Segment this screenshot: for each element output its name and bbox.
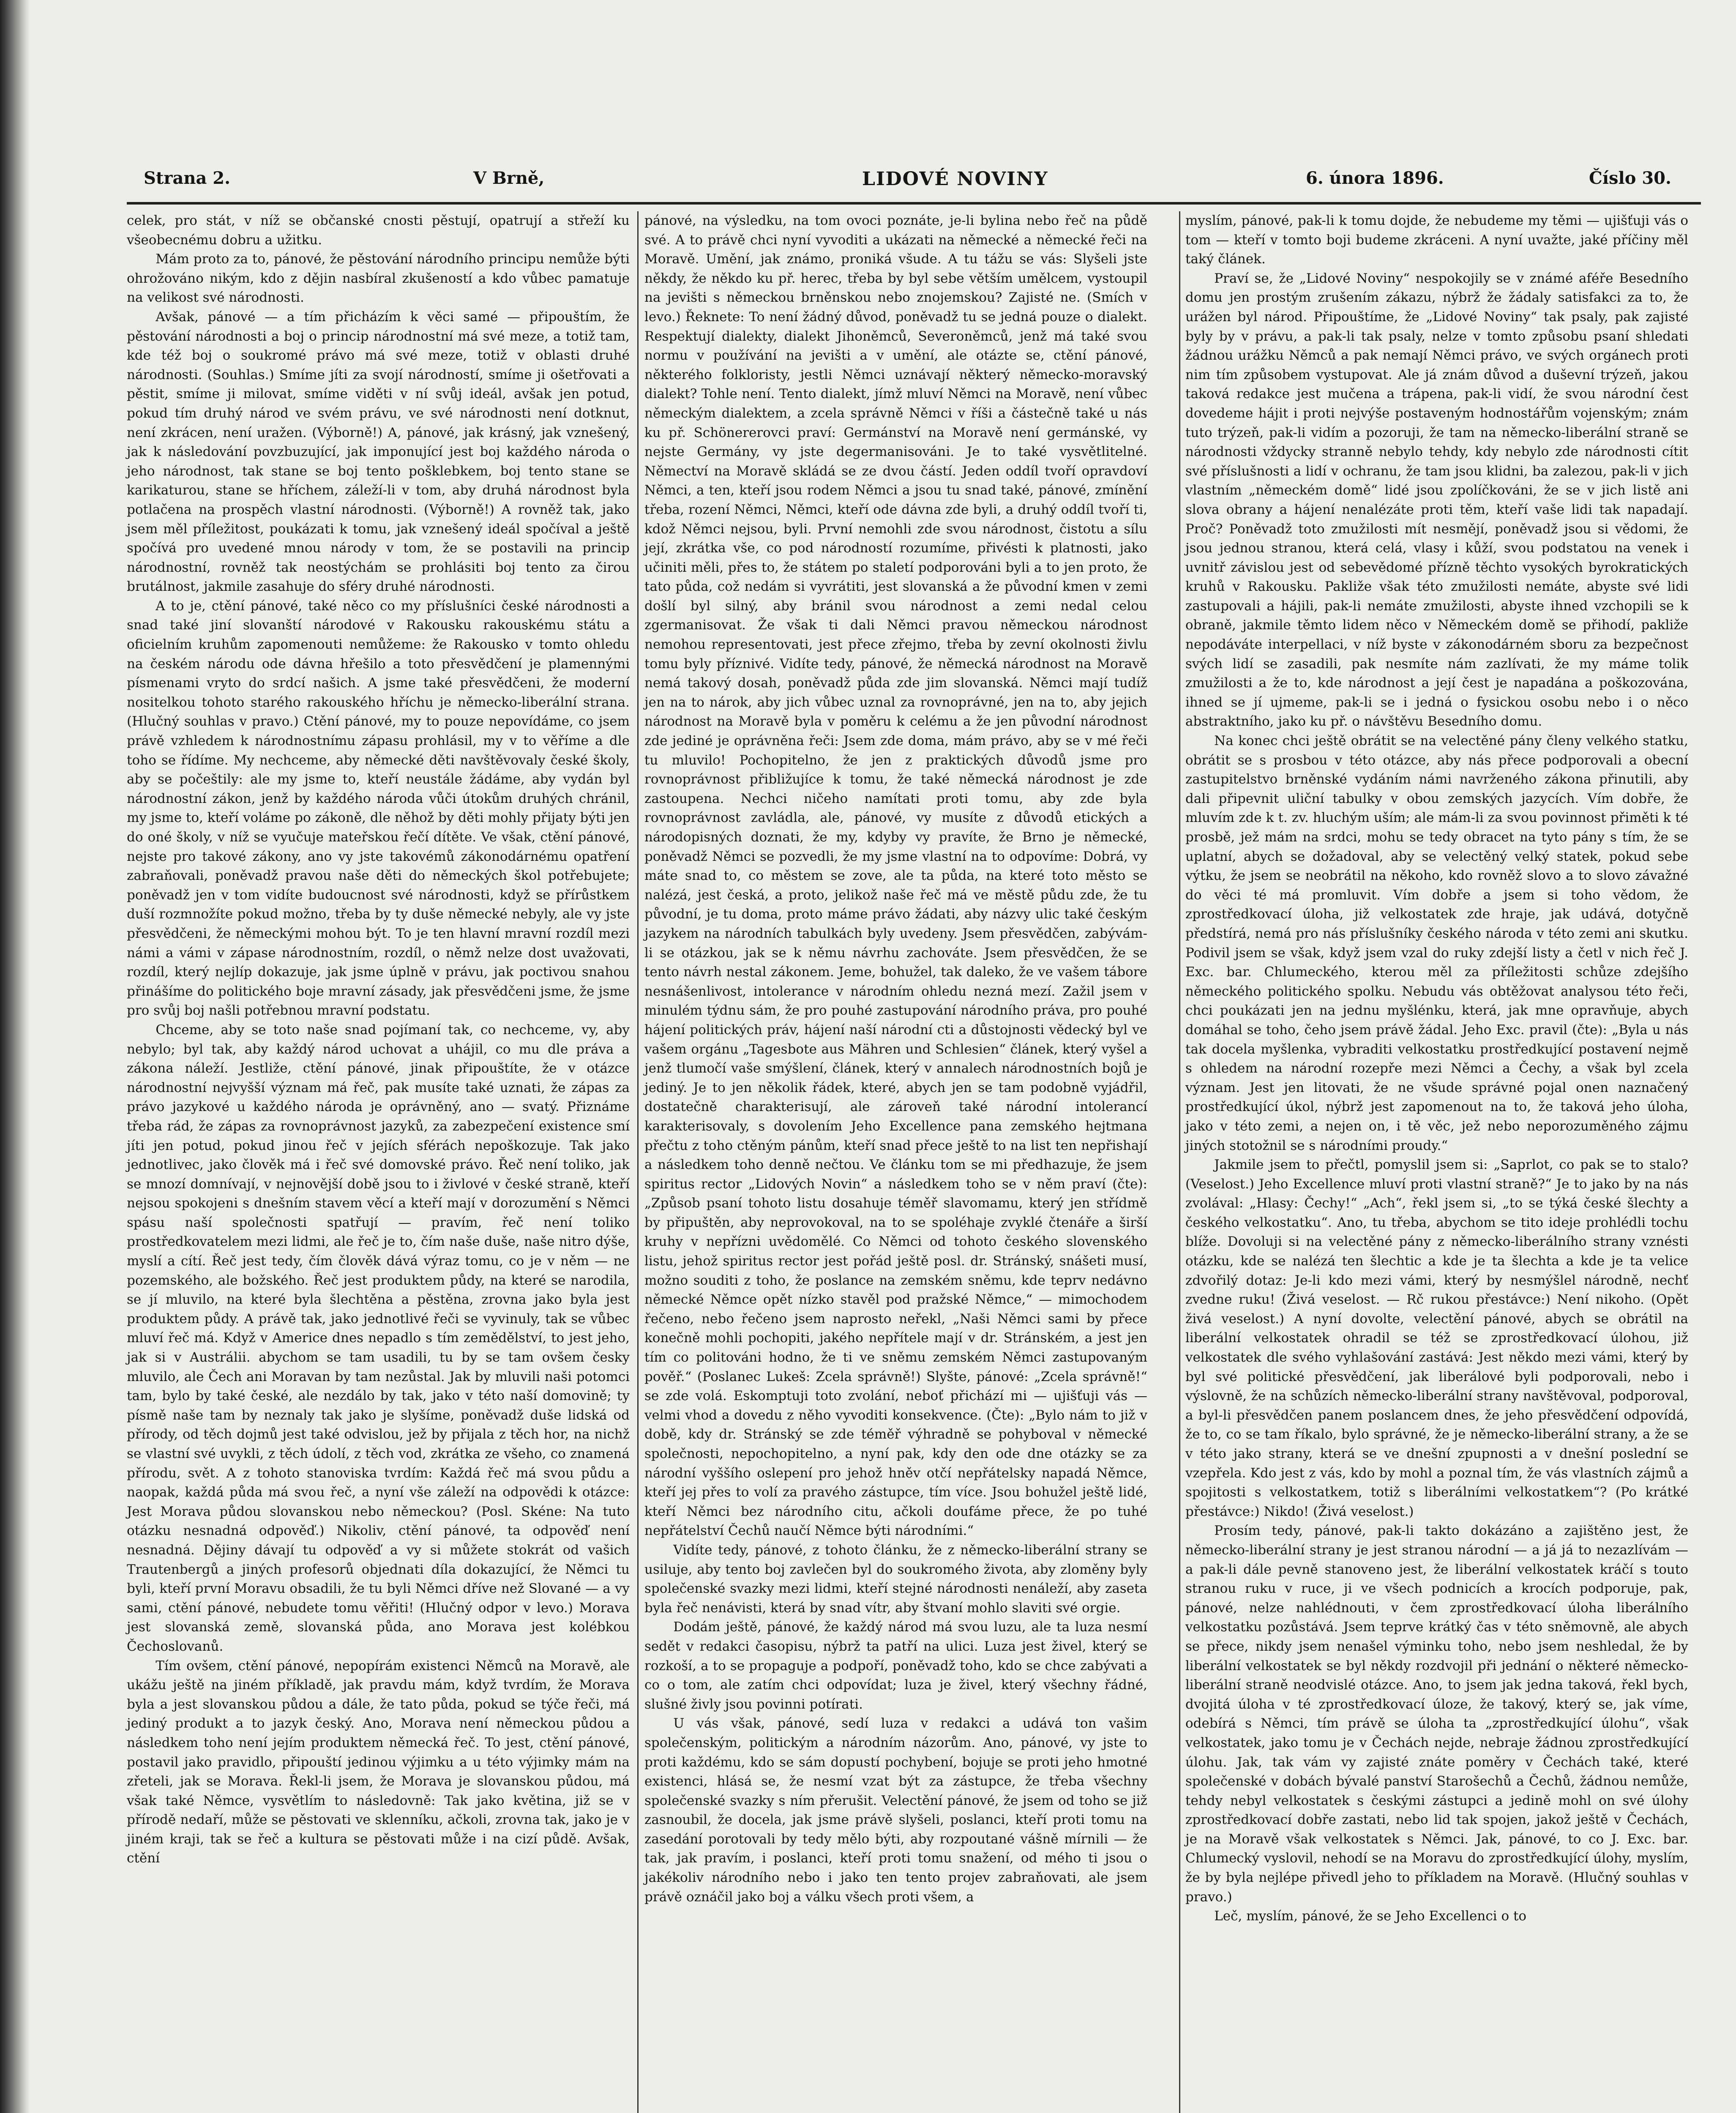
scan-border [0, 0, 30, 2113]
issue-date: 6. února 1896. [1306, 168, 1444, 188]
paragraph: pánové, na výsledku, na tom ovoci poznáte, je-li bylina nebo řeč na půdě své. A to právě chci nyní vyvoditi a ukázati na německé a německé řeči na Moravě. Umění, jak známo, proniká všude. A tu tážu se vás: Slyšeli jste někdy, že někdo ku př. herec, třeba by byl sebe větším umělcem, vystoupil na jevišti s německou brněnskou nebo znojemskou? Zajisté ne. (Smích v levo.) Řeknete: To není žádný důvod, poněvadž tu se jedná pouze o dialekt. Respektují dialekty, dialekt Jihoněmců, Severoněmců, jenž má také svou normu v používání na jevišti a v umění, ale otázte se, ctění pánové, některého folkloristy, jestli Němci uznávají některý německo-moravský dialekt? Tohle není. Tento dialekt, jímž mluví Němci na Moravě, není vůbec německým dialektem, a zcela správně Němci v říši a částečně také u nás ku př. Schönererovci praví: Germánství na Moravě není germánské, vy nejste Germány, vy jste degermanisováni. Je to také vysvětlitelné. Němectví na Moravě skládá se ze dvou částí. Jeden oddíl tvoří opravdoví Němci, a ten, kteří jsou rodem Němci a jsou tu snad také, pánové, zmínění třeba, rození Němci, Němci, kteří ode dávna zde byli, a druhý oddíl tvoří ti, kdož Němci nejsou, byli. První nemohli zde svou národnost, čistotu a sílu její, zkrátka vše, co pod národností rozumíme, přivésti k platnosti, jako učiniti měli, přes to, že státem po staletí podporováni byli a to jen proto, že tato půda, což nedám si vyvrátiti, jest slovanská a že původní kmen v zemi došlí byl silný, aby bránil svou národnost a zemi nedal celou zgermanisovat. Že však ti dali Němci pravou německou národnost nemohou representovati, jest přece zřejmo, třeba by zevní okolnosti živlu tomu byly příznivé. Vidíte tedy, pánové, že německá národnost na Moravě nemá takový dosah, poněvadž půda zde jim slovanská. Němci mají tudíž jen na to nárok, aby jich vůbec uznal za rovnoprávné, jen na to, aby jejich národnost na Moravě byla v poměru k celému a že jen původní národnost zde jediné je oprávněna řeči: Jsem zde doma, mám právo, aby se v mé řeči tu mluvilo! Pochopitelno, že jen z praktických důvodů jsme pro rovnoprávnost přibližujíce k tomu, že také německá národnost je zde zastoupena. Nechci ničeho namítati proti tomu, aby zde byla rovnoprávnost zavládla, ale, pánové, vy musíte z důvodů etických a národopisných doznati, že my, kdyby vy pravíte, že Brno je německé, poněvadž Němci se pozvedli, že my jsme vlastní na to odpovíme: Dobrá, vy máte snad to, co městem se zove, ale ta půda, na které toto město se nalézá, jest česká, a proto, jelikož naše řeč má ve městě půdu zde, že tu původní, je tu doma, proto máme právo žádati, aby názvy ulic také českým jazykem na národních tabulkách byly uvedeny. Jsem přesvědčen, zabývám-li se otázkou, jak se k němu návrhu zachováte. Jsem přesvědčen, že se tento návrh nestal zákonem. Jeme, bohužel, tak daleko, že ve vašem tábore nesnášenlivost, intolerance v národním ohledu nezná mezí. Zažil jsem v minulém týdnu sám, že pro pouhé zastupování národního práva, pro pouhé hájení politických práv, hájení naší národní cti a důstojnosti vědecký byl ve vašem orgánu „Tagesbote aus Mähren und Schlesien“ článek, který vyšel a jenž tlumočí vaše smýšlení, článek, který v annalech národnostních bojů je jediný. Je to jen několik řádek, které, abych jen se tam podobně vyjádřil, dostatečně charakterisují, ale zároveň také národní intolerancí karakterisovaly, s dovolením Jeho Excellence pana zemského hejtmana přečtu z toho ctěným pánům, kteří snad přece ještě to na list ten nepřishají a následkem toho denně nečtou. Ve článku tom se mi předhazuje, že jsem spiritus rector „Lidových Novin“ a následkem toho se v něm praví (čte): „Způsob psaní tohoto listu dosahuje téměř slavomamu, který jen střídmě by připuštěn, aby neprovokoval, na to se spoléhaje zvyklé čtenáře a širší kruhy v nepřízni uvědomělé. Co Němci od tohoto českého slovenského listu, jehož spiritus rector jest pořád ještě posl. dr. Stránský, snášeti musí, možno souditi z toho, že poslance na zemském sněmu, kde teprv nedávno německé Němce opět nízko stavěl pod pražské Němce,“ — mimochodem řečeno, nebo řečeno jsem naprosto neřekl, „Naši Němci sami by přece konečně mohli pochopiti, jakého nepřítele mají v dr. Stránském, a jest jen tím co politováni hodno, že ti ve sněmu zemském Němci zastupovaným pověř.“ (Poslanec Lukeš: Zcela správně!) Slyšte, pánové: „Zcela správně!“ se zde volá. Eskomptuji toto zvolání, neboť přichází mi — ujišťuji vás — velmi vhod a dovedu z něho vyvoditi konsekvence. (Čte): „Bylo nám to již v době, kdy dr. Stránský se zde téměř výhradně se pohyboval v německé společnosti, nepochopitelno, a nyní pak, kdy den ode dne otázky se za národní vyššího oslepení pro jehož hněv otčí nepřátelsky napadá Němce, kteří jej přes to volí za pravého zástupce, tím více. Jsou bohužel ještě lidé, kteří Němci bez národního citu, ačkoli doufáme přece, že po tuhé nepřátelství Čechů naučí Němce býti národními.“ [644, 213, 1147, 1539]
paragraph: Avšak, pánové — a tím přicházím k věci samé — připouštím, že pěstování národnosti a boj o princip národnostní má své meze, a totiž tam, kde též boj o soukromé právo má své meze, totiž v oblasti druhé národnosti. (Souhlas.) Smíme jíti za svojí národností, smíme ji ošetřovati a pěstit, smíme ji milovat, smíme viděti v ní svůj ideál, avšak jen potud, pokud tím druhý národ ve svém právu, ve své národnosti není dotknut, není zkrácen, není uražen. (Výborně!) A, pánové, jak krásný, jak vznešený, jak k následování povzbuzující, jak imponující jest boj každého národa o jeho národnost, tak stane se boj tento pošklebkem, boj tento stane se karikaturou, stane se hříchem, záleží-li v tom, aby druhá národnost byla potlačena na prospěch vlastní národnosti. (Výborně!) A rovněž tak, jako jsem měl příležitost, poukázati k tomu, jak vznešený ideál spočíval a ještě spočívá pro uvedené mnou národy v tom, že se postavili na princip národnostní, rovněž tak neostýchám se prohlásiti boj tento za čirou brutálnost, jakmile zasahuje do sféry druhé národnosti. [127, 309, 630, 595]
paragraph: Leč, myslím, pánové, že se Jeho Excellenci o to [1214, 1908, 1527, 1924]
paragraph: Dodám ještě, pánové, že každý národ má svou luzu, ale ta luza nesmí sedět v redakci časopisu, nýbrž ta patří na ulici. Luza jest živel, který se rozkoší, a to se propaguje a podpoří, poněvadž toho, kdo se chce zabývati a co o tom, ale zatím chci odpovídat; luza je živel, který všechny řádné, slušné živly jsou povinni potírati. [644, 1619, 1147, 1712]
place-name: V Brně, [473, 168, 545, 188]
page-number: Strana 2. [144, 168, 231, 188]
paragraph: Praví se, že „Lidové Noviny“ nespokojily se v známé aféře Besedního domu jen prostým zrušením zákazu, nýbrž že žádaly satisfakci za to, že urážen byl národ. Připouštíme, že „Lidové Noviny“ tak psaly, pak zajisté byly by v právu, a pak-li tak psaly, nelze v tomto způsobu psaní shledati žádnou urážku Němců a pak nemají Němci právo, ve svých orgánech proti nim tím způsobem vystupovat. Ale já znám důvod a duševní trýzeň, jakou taková redakce jest mučena a trápena, pak-li vidí, že svou národní čest dovedeme hájit i proti nejvýše postaveným hodnostářům vojenským; znám tuto trýzeň, pak-li vidím a pozoruji, že tam na německo-liberální straně se národnosti vždycky stranně nebylo tehdy, kdy nebylo zde národnosti cítit své příslušnosti a lidí v ochranu, že tam jsou klidni, ba zalezou, pak-li v jich vlastním „německém domě“ lidé jsou zpolíčkováni, že se v jich listě ani slova obrany a hájení nenalézáte proti těm, kteří vaše lidi tak napadají. Proč? Poněvadž toto zmužilosti mít nesmějí, poněvadž jsou si vědomi, že jsou jednou stranou, která celá, vlasy i kůží, svou podstatou na venek i uvnitř závislou jest od sebevědomé přízně těchto vysokých byrokratických kruhů v Rakousku. Pakliže však této zmužilosti nemáte, abyste své lidi zastupovali a hájili, pak-li nemáte zmužilosti, abyste ihned vzchopili se k obraně, jakmile těmto lidem něco v Německém domě se přihodí, pakliže nepodáváte interpellaci, v níž byste v zákonodárném sboru za bezpečnost svých lidí se zasadili, pak nesmíte nám zazlívati, že my máme tolik zmužilosti a že to, kde národnost a její čest je napadána a poškozována, ihned se jí ujmeme, pak-li se i jedná o fysickou osobu nebo i o něco abstraktního, jako ku př. o návštěvu Besedního domu. [1185, 270, 1688, 729]
paragraph: Prosím tedy, pánové, pak-li takto dokázáno a zajištěno jest, že německo-liberální strany je jest stranou národní — a já já to nezazlívám — a pak-li dále pevně stanoveno jest, že liberální velkostatek kráčí s touto stranou ruku v ruce, ji ve všech podnicích a krocích podporuje, pak, pánové, nelze nahlédnouti, v čem zprostředkovací úloha liberálního velkostatku pozůstává. Jsem teprve krátký čas v této sněmovně, ale abych se přece, nikdy jsem nenašel výminku toho, nebo jsem neshledal, že by liberální velkostatek se byl někdy rozdvojil při jednání o některé německo-liberální straně neodvislé otázce. Ano, to jsem jak jedna taková, řekl bych, dvojitá úloha v té zprostředkovací úloze, že takový, který se, jak víme, odebírá s Němci, tím právě se úloha ta „zprostředkující úlohu“, však velkostatek, jako tomu je v Čechách nejde, nebraje žádnou zprostředkující úlohu. Jak, tak vám vy zajisté znáte poměry v Čechách také, které společenské v dobách bývalé panství Starošechů a Čechů, žádnou nemůže, tehdy nebyl velkostatek s českými zástupci a jedině mohl on své úlohy zprostředkovací dobře zastati, nebo lid tak spojen, jakož ještě v Čechách, je na Moravě však velkostatek s Němci. Jak, pánové, to co J. Exc. bar. Chlumecký vyslovil, nehodí se na Moravu do zprostředkující úlohy, myslím, že by byla nejlépe přivedl jeho to příkladem na Moravě. (Hlučný souhlas v pravo.) [1185, 1523, 1688, 1905]
paragraph: Chceme, aby se toto naše snad pojímaní tak, co nechceme, vy, aby nebylo; byl tak, aby každý národ uchovat a uhájil, co mu dle práva a zákona náleží. Jestliže, ctění pánové, jinak připouštíte, že v otázce národnostní nejvyšší význam má řeč, pak musíte také uznati, že zápas za právo jazykové u každého národa je oprávněný, ano — svatý. Přiznáme třeba rád, že zápas za rovnoprávnost jazyků, za zabezpečení existence smí jíti jen potud, pokud jinou řeč v jejích sférách nepoškozuje. Tak jako jednotlivec, jako člověk má i řeč své domovské právo. Řeč není toliko, jak se mnozí domnívají, v nejnovější době jsou to i živlové v české straně, kteří nejsou spokojeni s dnešním stavem věcí a kteří mají v dorozumění s Němci spásu naší společnosti spatřují — pravím, řeč není toliko prostředkovatelem mezi lidmi, ale řeč je to, čím naše duše, naše nitro dýše, myslí a cítí. Řeč jest tedy, čím člověk dává výraz tomu, co je v něm — ne pozemského, ale božského. Řeč jest produktem půdy, na které se narodila, se jí mluvilo, na které byla šlechtěna a pěstěna, zrovna jako byla jest produktem půdy. A právě tak, jako jednotlivé řeči se vyvinuly, tak se vůbec mluví řeč má. Když v Americe dnes nepadlo s tím zemědělství, to jest jeho, jak si v Austrálii. abychom se tam usadili, tu by se tam ovšem česky mluvilo, ale Čech ani Moravan by tam nezůstal. Jak by mluvili naši potomci tam, bylo by také české, ale nezdálo by tak, jako v této naší domovině; ty písmě naše tam by neznaly tak jako je slyšíme, poněvadž duše lidská od přírody, od těch dojmů jest také odvislou, jež by přijala z těch hor, na nichž se vlastní své uvykli, z těch údolí, z těch vod, zkrátka ze všeho, co znamená přírodu, svět. A z tohoto stanoviska tvrdím: Každá řeč má svou půdu a naopak, každá půda má svou řeč, a nyní vše záleží na odpovědi k otázce: Jest Morava půdou slovanskou nebo německou? (Posl. Skéne: Na tuto otázku nesnadná odpověď.) Nikoliv, ctění pánové, ta odpověď není nesnadná. Dějiny dávají tu odpověď a vy si můžete stokrát od vašich Trautenbergů a jiných profesorů objednati díla dokazující, že Němci tu byli, kteří první Moravu obsadili, že tu byli Němci dříve než Slované — a vy sami, ctění pánové, nebudete tomu věřiti! (Hlučný odpor v levo.) Morava jest slovanská země, slovanská půda, ano Morava jest kolébkou Čechoslovanů. [127, 1022, 630, 1654]
text-column-1 [127, 211, 630, 2113]
paragraph: Na konec chci ještě obrátit se na velectěné pány členy velkého statku, obrátit se s prosbou v této otázce, aby nás přece podporovali a obecní zastupitelstvo brněnské vydáním námi navrženého zákona přinutili, aby dali připevnit uliční tabulky v obou zemských jazycích. Vím dobře, že mluvím zde k t. zv. hluchým uším; ale mám-li za svou povinnost přiměti k té prosbě, jež mám na srdci, mohu se tedy obracet na tyto pány s tím, že se uplatní, abych se dožadoval, aby se velectěný velký statek, pokud sebe výtku, že jsem se neobrátil na někoho, kdo rovněž slovo a to slovo závažné do věci té má promluvit. Vím dobře a jsem si toho vědom, že zprostředkovací úloha, již velkostatek zde hraje, jak udává, dotyčně předstírá, nemá pro nás příslušníky českého národa v této zemi ani skutku. Podivil jsem se však, když jsem vzal do ruky zdejší listy a četl v nich řeč J. Exc. bar. Chlumeckého, kterou měl za příležitosti schůze zdejšího německého politického spolku. Nebudu vás obtěžovat analysou této řeči, chci poukázati jen na jednu myšlénku, která, jak mne opravňuje, abych domáhal se toho, čeho jsem právě žádal. Jeho Exc. pravil (čte): „Byla u nás tak docela myšlenka, vybraditi velkostatku prostředkující postavení nejmě s ohledem na národní rozepře mezi Němci a Čechy, a však byl zcela význam. Jest jen litovati, že ne všude správné pojal onen naznačený prostředkující úkol, nýbrž jest zapomenout na to, že taková jeho úloha, jako v této zemi, a nejen on, i tě věc, jež nebo neporozuměného zájmu jiných stotožnil se s národními proudy.“ [1185, 733, 1688, 1153]
page-header [127, 168, 1690, 198]
paragraph: myslím, pánové, pak-li k tomu dojde, že nebudeme my těmi — ujišťuji vás o tom — kteří v tomto boji budeme zkráceni. A nyní uvažte, jaké příčiny měl taký článek. [1185, 213, 1688, 267]
paragraph: Vidíte tedy, pánové, z tohoto článku, že z německo-liberální strany se usiluje, aby tento boj zavlečen byl do soukromého života, aby zloměny byly společenské svazky mezi lidmi, kteří stejné národnosti nenáleží, aby zaseta byla řeč nenávisti, která by snad vítr, aby štvaní mohlo slaviti své orgie. [644, 1542, 1147, 1616]
issue-number: Číslo 30. [1589, 168, 1671, 188]
column-divider-2 [1179, 211, 1180, 2113]
header-rule [127, 202, 1701, 205]
paragraph: Tím ovšem, ctění pánové, nepopírám existenci Němců na Moravě, ale ukážu ještě na jiném příkladě, jak pravdu mám, když tvrdím, že Morava byla a jest slovanskou půdou a dále, že tato půda, pokud se týče řeči, má jediný produkt a to jazyk český. Ano, Morava není německou půdou a následkem toho není jejím produktem německá řeč. To jest, ctění pánové, postavil jako pravidlo, připouští jedinou výjimku a u této výjimky mám na zřeteli, jak se Morava. Řekl-li jsem, že Morava je slovanskou půdou, má však také Němce, vysvětlím to následovně: Tak jako květina, již se v přírodě nedaří, může se pěstovati ve sklenníku, ačkoli, zrovna tak, jako je v jiném kraji, tak se řeč a kultura se pěstovati může i na cizí půdě. Avšak, ctění [127, 1658, 630, 1866]
newspaper-title: LIDOVÉ NOVINY [862, 168, 1048, 190]
text-column-2 [644, 211, 1147, 2113]
paragraph: Jakmile jsem to přečtl, pomyslil jsem si: „Saprlot, co pak se to stalo? (Veselost.) Jeho Excellence mluví proti vlastní straně?“ Je to jako by na nás zvolával: „Hlasy: Čechy!“ „Ach“, řekl jsem si, „to se týká české šlechty a českého velkostatku“. Ano, tu třeba, abychom se tito ideje prohlédli tochu blíže. Dovoluji si na velectěné pány z německo-liberálního strany vznésti otázku, kde se nalézá ten šlechtic a kde je ta šlechta a kde je ta velice zdvořilý dotaz: Je-li kdo mezi vámi, který by nesmýšlel národně, nechť zvedne ruku! (Živá veselost. — Rč rukou přestávce:) Není nikoho. (Opět živá veselost.) A nyní dovolte, velectění pánové, abych se obrátil na liberální velkostatek ohradil se též se zprostředkovací úlohou, již velkostatek dle svého vyhlašování zastává: Jest někdo mezi vámi, který by byl své politické přesvědčení, jak liberálové byli podporovali, nebo i výslovně, že na schůzích německo-liberální strany navštěvoval, podporoval, a byl-li přesvědčen panem poslancem dnes, že jeho přesvědčení odpovídá, že to, co se tam říkalo, bylo správné, že je německo-liberální strany, a že se v této jako strany, která se ve dnešní zpupnosti a v dnešní poslední se vzepřela. Kdo jest z vás, kdo by mohl a poznal tím, že vás vlastních zájmů a spojitosti s velkostatkem, totiž s liberálními velkostatkem“? (Po krátké přestávce:) Nikdo! (Živá veselost.) [1185, 1157, 1688, 1519]
paragraph: A to je, ctění pánové, také něco co my příslušníci české národnosti a snad také jiní slovanští národové v Rakousku rakouskému státu a oficielním kruhům zapomenouti nemůžeme: že Rakousko v tomto ohledu na českém národu ode dávna hřešilo a toto přesvědčení je plamennými písmenami vryto do srdcí našich. A jsme také přesvědčeni, že moderní nositelkou tohoto starého rakouského hříchu je německo-liberální strana. (Hlučný souhlas v pravo.) Ctění pánové, my to pouze nepovídáme, co jsem právě vzhledem k národnostnímu zápasu prohlásil, my v to věříme a dle toho se řídíme. My nechceme, aby německé děti navštěvovaly české školy, aby se počeštily: ale my jsme to, kteří neustále žádáme, aby vydán byl národnostní zákon, jenž by každého národa vůči útokům druhých chránil, my jsme to, kteří voláme po zákoně, dle něhož by děti mohly přijaty býti jen do oné školy, v níž se vyučuje mateřskou řečí dítěte. Ve však, ctění pánové, nejste pro takové zákony, ano vy jste takovémů zákonodárnému opatření zabraňovali, poněvadž pravou naše děti do německých škol potřebujete; poněvadž jen v tom vidíte budoucnost své národnosti, když se přírůstkem duší rozmnožíte pokud možno, třeba by ty duše německé nebyly, ale vy jste přesvědčeni, že německými mohou být. To je ten hlavní mravní rozdíl mezi námi a vámi v zápase národnostním, rozdíl, o němž nelze dost uvažovati, rozdíl, který nejlíp dokazuje, jak jsme úplně v právu, jak poctivou snahou přinášíme do politického boje mravní zásady, jak přesvědčeni jsme, že jsme pro svůj boj našli potřebnou mravní podstatu. [127, 598, 630, 1018]
text-column-3 [1185, 211, 1688, 2113]
paragraph: celek, pro stát, v níž se občanské cnosti pěstují, opatrují a střeží ku všeobecnému dobru a užitku. [127, 213, 630, 248]
paragraph: Mám proto za to, pánové, že pěstování národního principu nemůže býti ohrožováno nikým, kdo z dějin nasbíral zkušeností a kdo vůbec pamatuje na velikost své národnosti. [127, 251, 630, 306]
column-divider-1 [637, 211, 639, 2113]
paragraph: U vás však, pánové, sedí luza v redakci a udává ton vašim společenským, politickým a národním názorům. Ano, pánové, vy jste to proti každému, kdo se sám dopustí pochybení, bojuje se proti jeho hmotné existenci, hlásá se, že nesmí vzat být za zástupce, že třeba všechny společenské svazky s ním přerušit. Velectění pánové, že jsem od toho se již zasnoubil, že docela, jak jsme právě slyšeli, poslanci, kteří proti tomu na zasedání porotovali by tedy mělo býti, aby rozpoutané vášně mírnili — že tak, jak pravím, i poslanci, kteří proti tomu snažení, od mého ti jsou o jakékoliv národního nebo i jako ten tento projev zabraňovati, ale jsem právě oznáčil jako boj a válku všech proti všem, a [644, 1716, 1147, 1905]
